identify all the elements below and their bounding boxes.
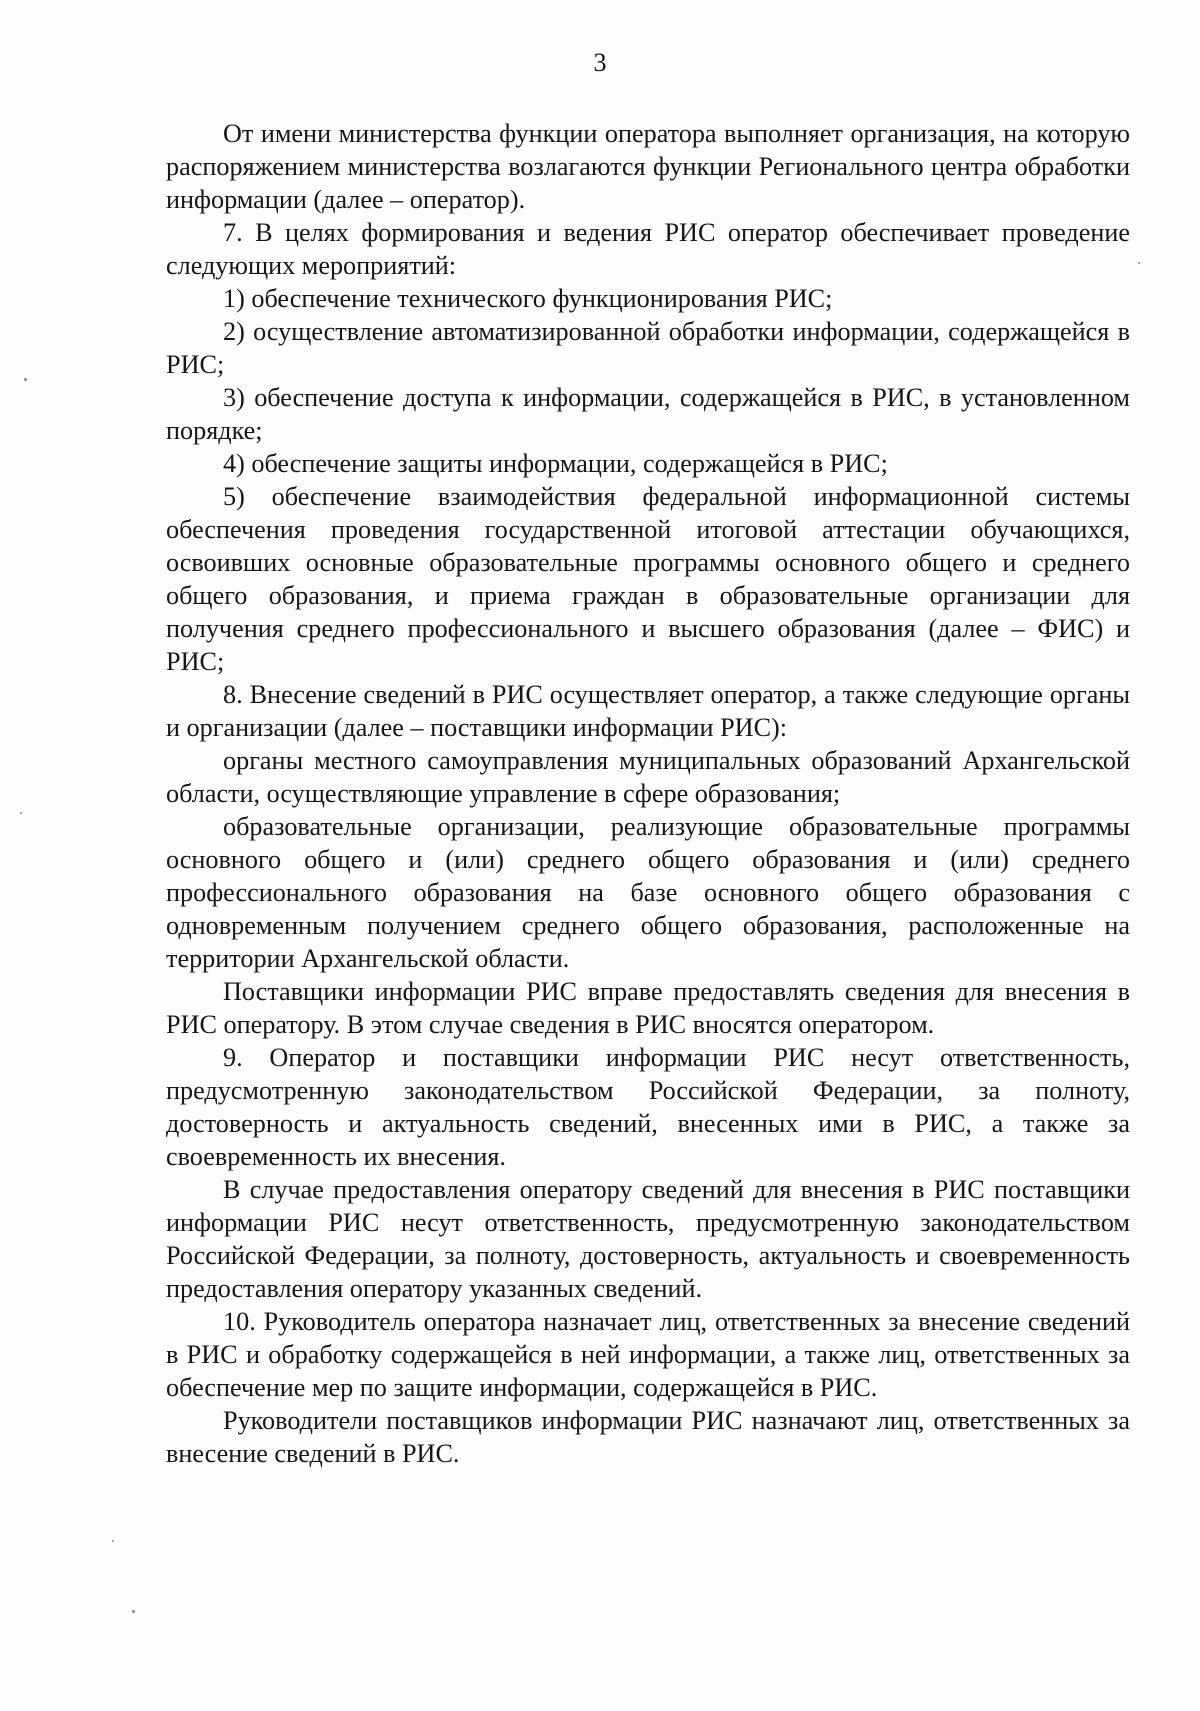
list-item-8-local-authorities: органы местного самоуправления муниципальных образований Архангельской области, осуществляющие управление в сфере образования; — [166, 746, 1130, 808]
scan-speck — [20, 812, 22, 814]
list-item-7-1: 1) обеспечение технического функционирования РИС; — [223, 284, 833, 313]
paragraph-item-8: 8. Внесение сведений в РИС осуществляет оператор, а также следующие органы и организации (далее – поставщики информации РИС): — [166, 680, 1130, 742]
list-item-7-5: 5) обеспечение взаимодействия федеральной информационной системы обеспечения проведения государственной итоговой аттестации обучающихся, освоивших основные образовательные программы основного общего и среднего общего образования, и приема граждан в образовательные организации для получения среднего профессионального и высшего образования (далее – ФИС) и РИС; — [166, 482, 1130, 676]
list-item-7-2: 2) осуществление автоматизированной обработки информации, содержащейся в РИС; — [166, 317, 1130, 379]
paragraph-suppliers-heads: Руководители поставщиков информации РИС назначают лиц, ответственных за внесение сведений в РИС. — [166, 1406, 1130, 1468]
scan-speck — [132, 1610, 135, 1613]
page-number: 3 — [593, 48, 607, 77]
list-item-8-educational-orgs: образовательные организации, реализующие образовательные программы основного общего и (или) среднего общего образования и (или) среднего профессионального образования на базе основного общего образования с одновременным получением среднего общего образования, расположенные на территории Архангельской области. — [166, 812, 1130, 973]
scan-speck — [112, 1540, 114, 1542]
list-item-7-3: 3) обеспечение доступа к информации, содержащейся в РИС, в установленном порядке; — [166, 383, 1130, 445]
paragraph-item-7: 7. В целях формирования и ведения РИС оператор обеспечивает проведение следующих мероприятий: — [166, 218, 1130, 280]
document-body — [166, 117, 1130, 1470]
paragraph-item-9: 9. Оператор и поставщики информации РИС несут ответственность, предусмотренную законодательством Российской Федерации, за полноту, достоверность и актуальность сведений, внесенных ими в РИС, а также за своевременность их внесения. — [166, 1043, 1130, 1171]
paragraph-suppliers-right: Поставщики информации РИС вправе предоставлять сведения для внесения в РИС оператору. В этом случае сведения в РИС вносятся оператором. — [166, 977, 1130, 1039]
list-item-7-4: 4) обеспечение защиты информации, содержащейся в РИС; — [223, 449, 888, 478]
paragraph-item-10: 10. Руководитель оператора назначает лиц, ответственных за внесение сведений в РИС и обработку содержащейся в ней информации, а также лиц, ответственных за обеспечение мер по защите информации, содержащейся в РИС. — [166, 1307, 1130, 1402]
paragraph-operator-intro: От имени министерства функции оператора выполняет организация, на которую распоряжением министерства возлагаются функции Регионального центра обработки информации (далее – оператор). — [166, 119, 1130, 214]
scan-speck — [24, 378, 27, 381]
paragraph-suppliers-responsibility: В случае предоставления оператору сведений для внесения в РИС поставщики информации РИС несут ответственность, предусмотренную законодательством Российской Федерации, за полноту, достоверность, актуальность и своевременность предоставления оператору указанных сведений. — [166, 1175, 1130, 1303]
scan-speck — [1138, 262, 1140, 264]
